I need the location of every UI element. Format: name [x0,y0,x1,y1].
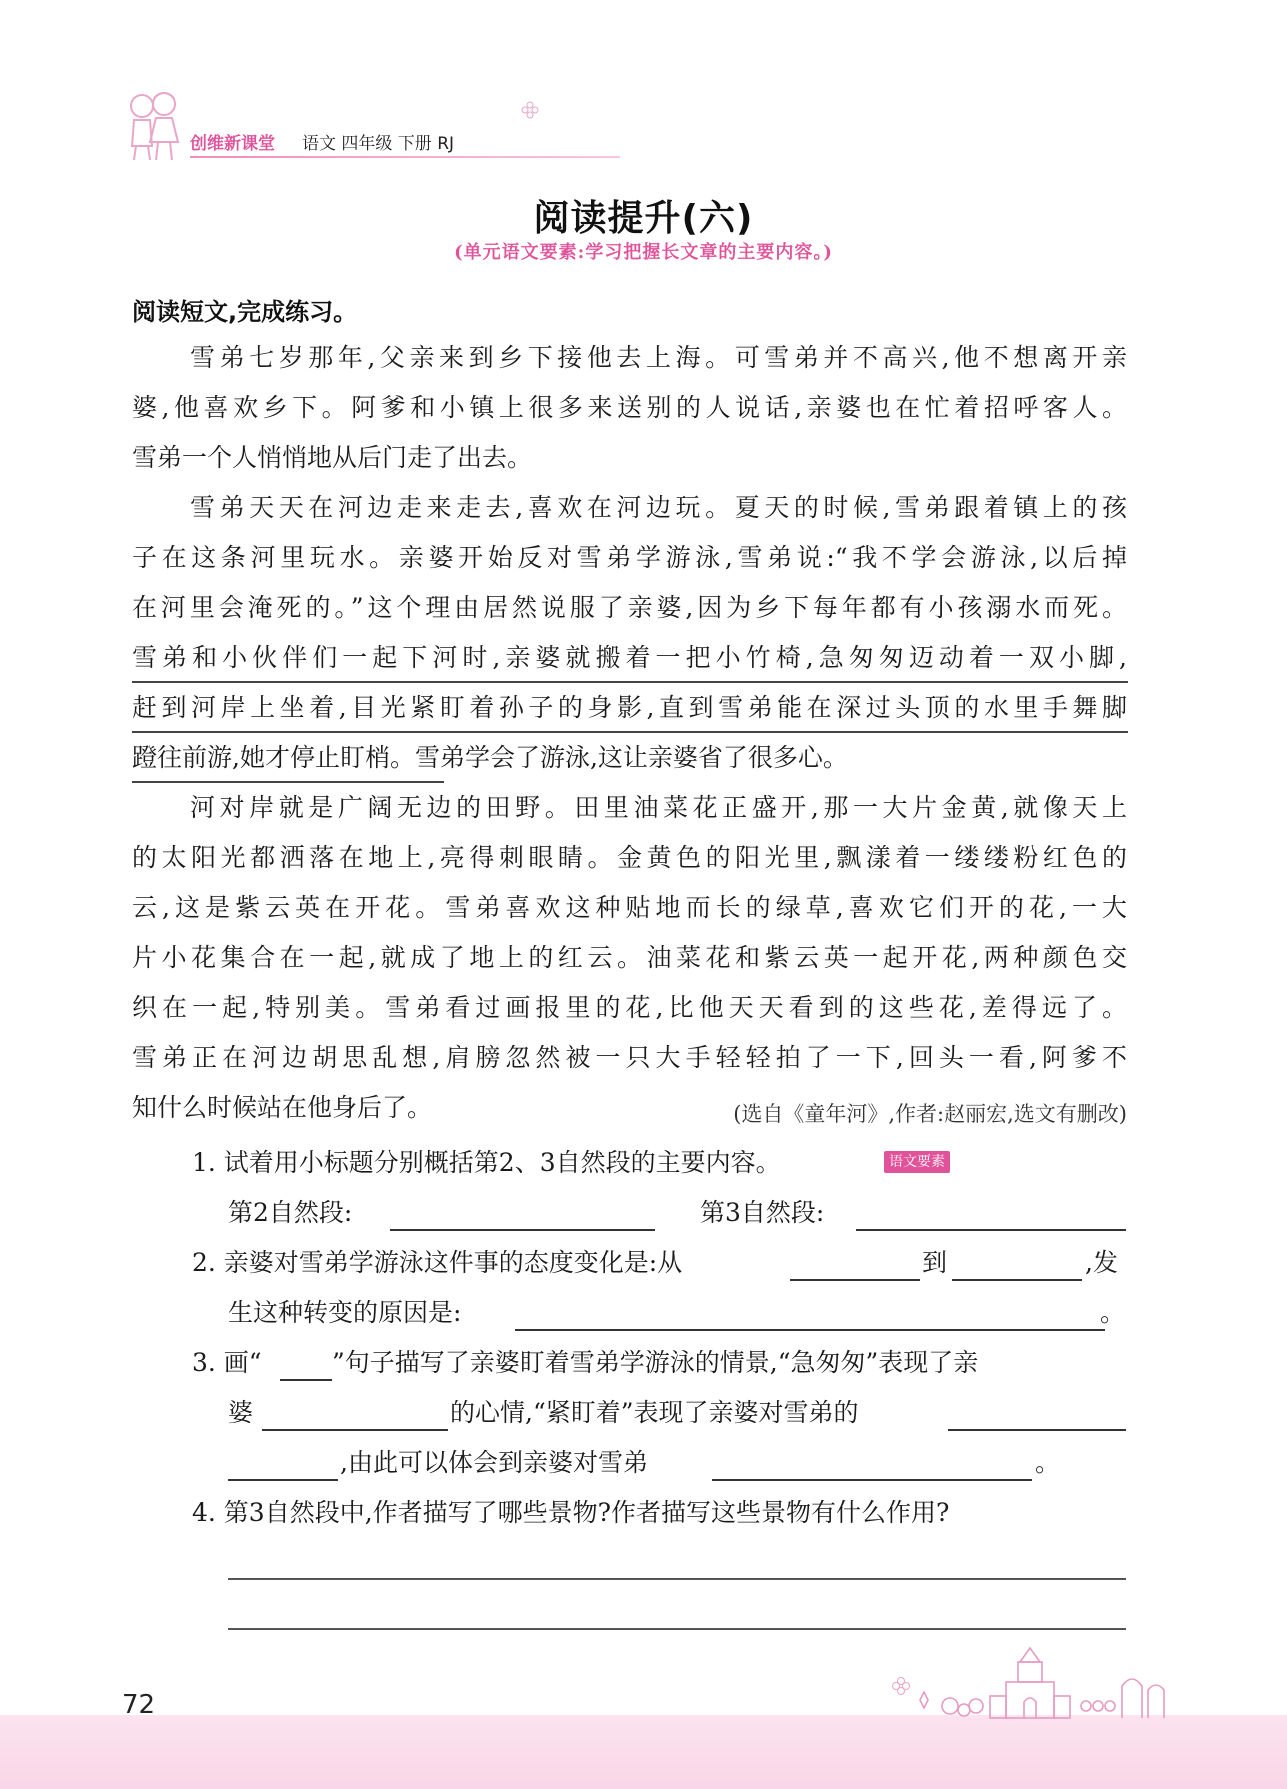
q3-feeling-blank[interactable] [262,1429,448,1431]
q2-from-blank[interactable] [790,1279,920,1281]
passage-line: 织在一起,特别美。雪弟看过画报里的花,比他天天看到的这些花,差得远了。 [132,993,1127,1022]
page-title: 阅读提升(六) [533,198,754,239]
q3-love-blank[interactable] [712,1479,1032,1481]
q3-text: ”句子描写了亲婆盯着雪弟学游泳的情景,“急匆匆”表现了亲 [332,1348,979,1377]
q2-to-blank[interactable] [952,1279,1082,1281]
question-1: 1. 试着用小标题分别概括第2、3自然段的主要内容。 [192,1148,781,1177]
passage-source: (选自《童年河》,作者:赵丽宏,选文有删改) [733,1102,1127,1126]
passage-line: 片小花集合在一起,就成了地上的红云。油菜花和紫云英一起开花,两种颜色交 [132,943,1127,972]
q3-grandma: 婆 [228,1398,254,1427]
passage-line: 知什么时候站在他身后了。 [132,1093,433,1122]
q2-to-label: 到 [922,1248,948,1277]
q4-answer-line-1[interactable] [228,1578,1126,1580]
q3-text-3: ,由此可以体会到亲婆对雪弟 [340,1448,648,1477]
passage-line: 云,这是紫云英在开花。雪弟喜欢这种贴地而长的绿草,喜欢它们开的花,一大 [132,893,1127,922]
q1-paragraph2-label: 第2自然段: [228,1198,353,1227]
q3-mark-blank[interactable] [280,1379,332,1381]
q3-attitude-blank-cont[interactable] [228,1479,338,1481]
passage-line: 的太阳光都洒落在地上,亮得刺眼睛。金黄色的阳光里,飘漾着一缕缕粉红色的 [132,843,1127,872]
kids-logo-icon [120,84,190,164]
passage-line: 在河里会淹死的。”这个理由居然说服了亲婆,因为乡下每年都有小孩溺水而死。 [132,593,1127,622]
page-header [120,84,520,164]
q1-answer-blank-2[interactable] [856,1229,1126,1231]
passage-line: 雪弟七岁那年,父亲来到乡下接他去上海。可雪弟并不高兴,他不想离开亲 [190,343,1127,372]
unit-element-note: (单元语文要素:学习把握长文章的主要内容。) [454,242,833,263]
book-meta: 语文 四年级 下册 RJ [302,134,455,154]
q2-reason-blank[interactable] [515,1329,1105,1331]
passage-line: 雪弟一个人悄悄地从后门走了出去。 [132,443,533,472]
q3-period: 。 [1035,1448,1061,1477]
castle-decoration-icon [890,1640,1170,1720]
page-number: 72 [122,1690,156,1720]
q1-answer-blank-1[interactable] [390,1229,655,1231]
q2-period: 。 [1100,1298,1126,1327]
passage-line: 河对岸就是广阔无边的田野。田里油菜花正盛开,那一大片金黄,就像天上 [190,793,1127,822]
q2-tail: ,发 [1085,1248,1118,1277]
q3-text-2: 的心情,“紧盯着”表现了亲婆对雪弟的 [450,1398,859,1427]
question-3: 3. 画“ [192,1348,262,1377]
passage-line: 雪弟天天在河边走来走去,喜欢在河边玩。夏天的时候,雪弟跟着镇上的孩 [190,493,1127,522]
passage-line: 子在这条河里玩水。亲婆开始反对雪弟学游泳,雪弟说:“我不学会游泳,以后掉 [132,543,1127,572]
sentence-underline [132,681,1128,683]
q2-reason-label: 生这种转变的原因是: [228,1298,462,1327]
header-divider [190,156,620,158]
passage-line: 婆,他喜欢乡下。阿爹和小镇上很多来送别的人说话,亲婆也在忙着招呼客人。 [132,393,1127,422]
instruction: 阅读短文,完成练习。 [132,298,358,326]
passage-line: 蹬往前游,她才停止盯梢。雪弟学会了游泳,这让亲婆省了很多心。 [132,743,848,772]
footer-band [0,1715,1287,1789]
q4-answer-line-2[interactable] [228,1628,1126,1630]
language-element-badge: 语文要素 [884,1151,950,1173]
sentence-underline [132,731,1128,733]
passage-line: 雪弟和小伙伴们一起下河时,亲婆就搬着一把小竹椅,急匆匆迈动着一双小脚, [132,643,1127,672]
flower-decoration-icon [520,100,540,120]
q1-paragraph3-label: 第3自然段: [700,1198,825,1227]
passage-line: 雪弟正在河边胡思乱想,肩膀忽然被一只大手轻轻拍了一下,回头一看,阿爹不 [132,1043,1127,1072]
sentence-underline [132,781,444,783]
q3-attitude-blank[interactable] [948,1429,1126,1431]
brand-name: 创维新课堂 [190,134,275,154]
question-2: 2. 亲婆对雪弟学游泳这件事的态度变化是:从 [192,1248,683,1277]
passage-line: 赶到河岸上坐着,目光紧盯着孙子的身影,直到雪弟能在深过头顶的水里手舞脚 [132,693,1127,722]
question-4: 4. 第3自然段中,作者描写了哪些景物?作者描写这些景物有什么作用? [192,1498,950,1527]
